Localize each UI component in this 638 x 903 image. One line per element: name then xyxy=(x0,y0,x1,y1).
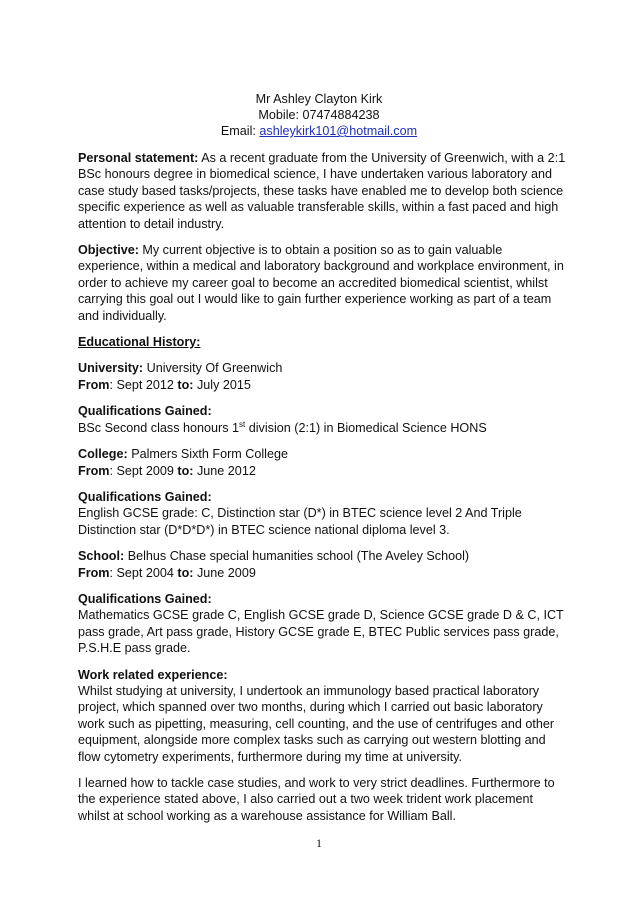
objective-label: Objective: xyxy=(78,243,139,258)
university-name: University Of Greenwich xyxy=(146,361,283,376)
qualifications-text: Mathematics GCSE grade C, English GCSE grade D, Science GCSE grade D & C, ICT pass grade, Art pass grade, History GCSE grade E, BTEC Public services pass grade, P.S.H.E pass grade. xyxy=(78,608,564,656)
to-label: to: xyxy=(177,565,194,580)
to-date: June 2012 xyxy=(197,463,256,478)
personal-statement-text: As a recent graduate from the University of Greenwich, with a 2:1 BSc honours degree in biomedical science, I have undertaken various laboratory and case study based tasks/projects, these tasks have enabled me to develop both science specific experience as well as valuable transferable skills, within a fast paced and high attention to detail industry. xyxy=(78,151,566,231)
from-date: : Sept 2009 xyxy=(109,463,174,478)
email-link[interactable]: ashleykirk101@hotmail.com xyxy=(259,124,418,138)
personal-statement-label: Personal statement: xyxy=(78,151,199,165)
to-date: July 2015 xyxy=(197,377,251,392)
work-paragraph-2: I learned how to tackle case studies, and work to very strict deadlines. Furthermore to the experience stated above, I also carried out a two week trident work placement whilst at school working as a warehouse assistance for William Ball. xyxy=(78,776,555,823)
school-label: School: xyxy=(78,549,125,564)
qualifications-heading: Qualifications Gained: xyxy=(78,591,212,606)
from-label: From xyxy=(78,463,110,478)
from-label: From xyxy=(78,565,110,580)
mobile-number: Mobile: 07474884238 xyxy=(258,108,380,122)
college-dates xyxy=(78,463,566,479)
qualifications-text xyxy=(78,420,566,436)
school-entry xyxy=(78,548,566,581)
work-heading: Work related experience: xyxy=(78,667,228,682)
candidate-name: Mr Ashley Clayton Kirk xyxy=(255,92,383,106)
university-entry xyxy=(78,360,566,393)
contact-header xyxy=(0,91,638,139)
qual-division: division (2:1) in Biomedical Science HONS xyxy=(245,420,487,435)
to-label: to: xyxy=(177,377,194,392)
objective-text: My current objective is to obtain a position so as to gain valuable experience, within a medical and laboratory background and workplace environment, in order to achieve my career goal to become an accredited biomedical scientist, whilst carrying this goal out I would like to gain further experience working as part of a team and individually. xyxy=(78,243,564,323)
email-line xyxy=(0,123,638,139)
college-entry xyxy=(78,446,566,479)
school-dates xyxy=(78,565,566,581)
education-heading-text: Educational History: xyxy=(78,335,201,350)
qual-degree: BSc Second class honours 1 xyxy=(78,420,240,435)
university-line xyxy=(78,360,566,376)
college-line xyxy=(78,446,566,462)
qual-superscript: st xyxy=(239,419,246,429)
university-dates xyxy=(78,377,566,393)
from-date: : Sept 2012 xyxy=(109,377,174,392)
college-name: Palmers Sixth Form College xyxy=(131,447,288,462)
qualifications-heading: Qualifications Gained: xyxy=(78,404,212,419)
school-qualifications xyxy=(78,591,566,657)
work-experience xyxy=(78,667,566,765)
school-line xyxy=(78,548,566,564)
to-date: June 2009 xyxy=(197,565,256,580)
to-label: to: xyxy=(177,463,194,478)
email-label: Email: xyxy=(220,124,256,138)
page-number: 1 xyxy=(316,836,322,850)
objective xyxy=(78,242,566,324)
college-label: College: xyxy=(78,447,128,462)
qualifications-heading: Qualifications Gained: xyxy=(78,489,212,504)
university-qualifications xyxy=(78,403,566,436)
personal-statement xyxy=(78,150,566,232)
resume-body xyxy=(78,150,566,834)
university-label: University: xyxy=(78,361,144,376)
school-name: Belhus Chase special humanities school (The Aveley School) xyxy=(127,549,470,564)
from-label: From xyxy=(78,377,110,392)
education-heading xyxy=(78,334,566,350)
from-date: : Sept 2004 xyxy=(109,565,174,580)
work-paragraph-1: Whilst studying at university, I undertook an immunology based practical laboratory project, which spanned over two months, during which I carried out basic laboratory work such as pipetting, measuring, cell counting, and the use of centrifuges and other equipment, alongside more complex tasks such as carrying out western blotting and flow cytometry experiments, furthermore during my time at university. xyxy=(78,683,555,764)
college-qualifications xyxy=(78,489,566,538)
qualifications-text: English GCSE grade: C, Distinction star (D*) in BTEC science level 2 And Triple Distinction star (D*D*D*) in BTEC science national diploma level 3. xyxy=(78,506,522,537)
